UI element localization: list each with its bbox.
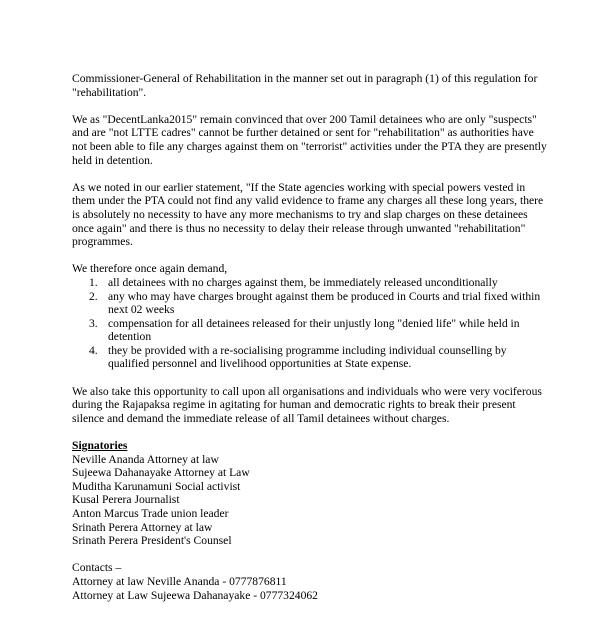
demand-number: 1. (89, 275, 98, 289)
demand-item (72, 344, 548, 371)
section-gap (72, 548, 548, 562)
demand-text: all detainees with no charges against them, be immediately released unconditionally (108, 275, 498, 289)
paragraph-call-to-organisations: We also take this opportunity to call upon all organisations and individuals who were very vociferous during the Rajapaksa regime in agitating for human and democratic rights to break their present silence and demand the immediate release of all Tamil detainees without charges. (72, 384, 542, 425)
demands-section (72, 262, 548, 371)
demand-text: they be provided with a re-socialising programme including individual counselling by qualified personnel and livelihood opportunities at State expense. (108, 343, 507, 371)
demand-number: 3. (89, 316, 98, 330)
contacts-heading: Contacts – (72, 561, 122, 575)
demand-item (72, 276, 548, 290)
signatory-name: Sujeewa Dahanayake Attorney at Law (72, 466, 250, 480)
paragraph-earlier-statement: As we noted in our earlier statement, "If the State agencies working with special powers vested in them under the PTA could not find any valid evidence to frame any charges all these long years, there is absolutely no necessity to have any more mechanisms to try and slap charges on these detainees once again" and there is thus no necessity to delay their release through unwanted "rehabilitation" programmes. (72, 180, 544, 249)
document-page (72, 72, 548, 602)
demand-item (72, 290, 548, 317)
signatory-name: Srinath Perera President's Counsel (72, 534, 232, 548)
demand-number: 2. (89, 289, 98, 303)
signatory-name: Neville Ananda Attorney at law (72, 452, 219, 466)
paragraph-decentlanka-position: We as "DecentLanka2015" remain convinced that over 200 Tamil detainees who are only "suspects" and are "not LTTE cadres" cannot be further detained or sent for "rehabilitation" as authorities have not been able to file any charges against them on "terrorist" activities under the PTA they are presently held in detention. (72, 112, 547, 167)
contacts-section (72, 561, 548, 602)
contact-line: Attorney at Law Sujeewa Dahanayake - 0777324062 (72, 588, 318, 602)
signatories-section (72, 439, 548, 548)
demand-item (72, 317, 548, 344)
paragraph-rehabilitation-regulation: Commissioner-General of Rehabilitation in the manner set out in paragraph (1) of this regulation for "rehabilitation". (72, 72, 538, 99)
demand-number: 4. (89, 343, 98, 357)
demand-text: compensation for all detainees released for their unjustly long "denied life" while held in detention (108, 316, 520, 344)
signatory-name: Srinath Perera Attorney at law (72, 520, 213, 534)
signatories-heading: Signatories (72, 439, 128, 453)
demands-list (72, 276, 548, 371)
demand-text: any who may have charges brought against them be produced in Courts and trial fixed within next 02 weeks (108, 289, 541, 317)
signatory-name: Muditha Karunamuni Social activist (72, 479, 241, 493)
signatory-name: Anton Marcus Trade union leader (72, 507, 229, 520)
signatory-name: Kusal Perera Journalist (72, 493, 180, 507)
contact-line: Attorney at law Neville Ananda - 0777876811 (72, 574, 287, 588)
demands-intro: We therefore once again demand, (72, 262, 228, 276)
